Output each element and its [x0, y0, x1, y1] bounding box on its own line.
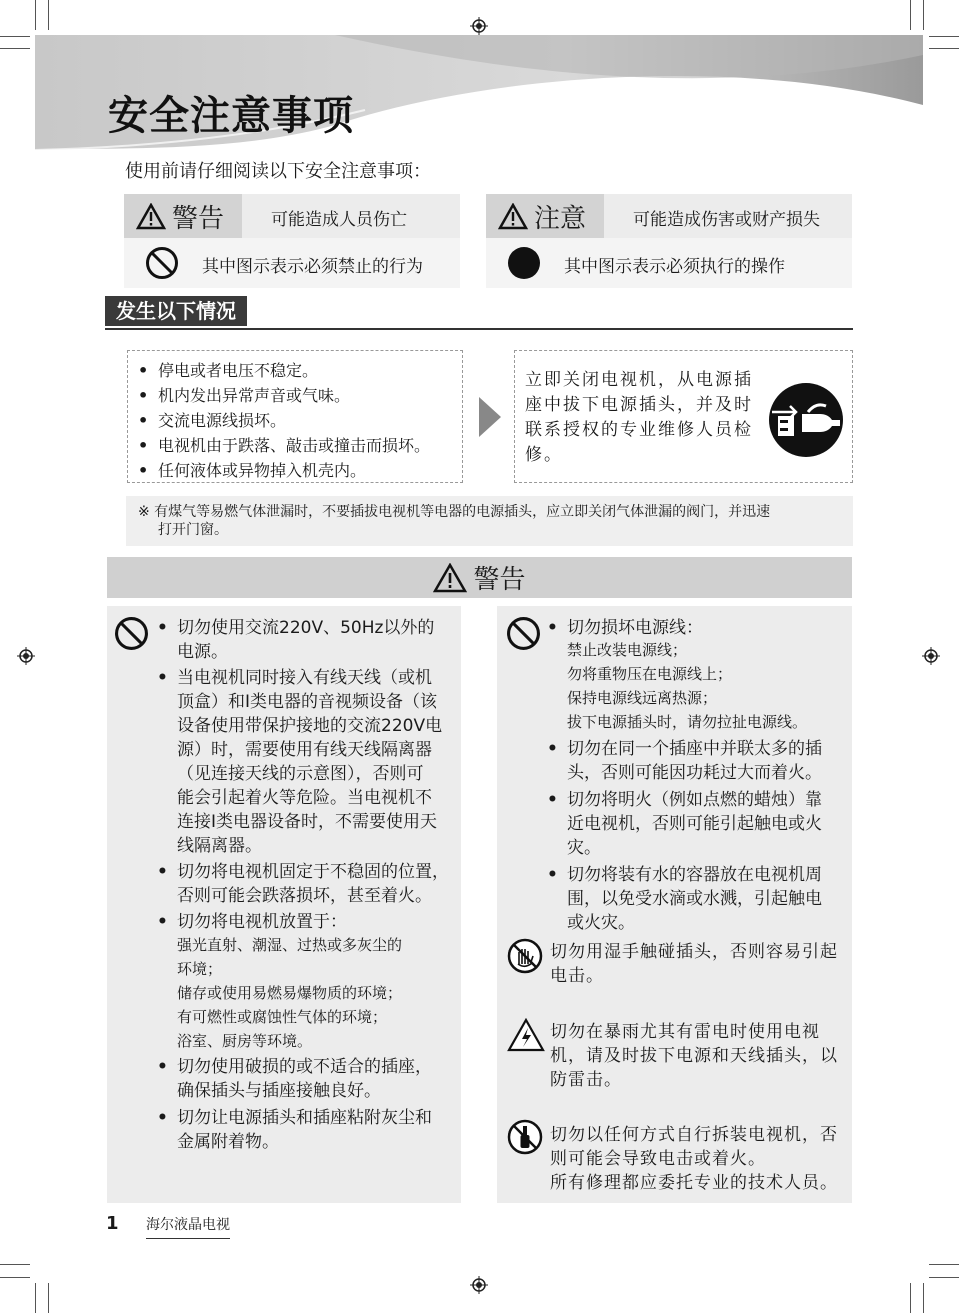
- crop-mark: [0, 1264, 30, 1265]
- list-item: • 当电视机同时接入有线天线（或机 顶盒）和Ⅰ类电器的音视频设备（该 设备使用带保护接地的交流220V电 源）时，需要使用有线天线隔离器 （见连接天线的示意图），否则可 能会引起着火等危险。当电视机不 连接Ⅰ类电器设备时，不需要使用天 线隔离器。: [157, 668, 443, 856]
- legend-caution: [486, 194, 852, 288]
- page-number: 1: [106, 1213, 119, 1234]
- crop-mark: [35, 1283, 36, 1313]
- crop-mark: [923, 1283, 924, 1313]
- warning-section-title: 警告: [473, 565, 526, 595]
- crop-mark: [35, 0, 36, 30]
- legend-warning-desc: 可能造成人员伤亡: [271, 210, 407, 230]
- warning-section-header: [107, 557, 852, 598]
- crop-mark: [0, 36, 30, 37]
- gas-note-line: ※ 有煤气等易燃气体泄漏时，不要插拔电视机等电器的电源插头，应立即关闭气体泄漏的阀门，并迅速: [138, 504, 771, 520]
- list-item: • 切勿让电源插头和插座粘附灰尘和 金属附着物。: [157, 1108, 432, 1152]
- list-item: • 交流电源线损坏。: [138, 411, 287, 430]
- wet-hands-text: 切勿用湿手触碰插头，否则容易引起 电击。: [550, 942, 838, 986]
- crop-mark: [929, 1264, 959, 1265]
- gas-note-line: 打开门窗。: [158, 522, 228, 538]
- registration-mark-icon: [470, 17, 488, 35]
- no-disassembly-icon: [507, 1119, 543, 1155]
- prohibited-icon: [114, 616, 149, 651]
- footer-label: 海尔液晶电视: [146, 1214, 230, 1239]
- list-item: • 切勿将电视机固定于不稳固的位置， 否则可能会跌落损坏，甚至着火。: [157, 862, 449, 906]
- list-item: • 切勿损坏电源线：: [547, 618, 703, 638]
- legend-caution-label: 注意: [534, 203, 587, 234]
- arrow-right-icon: [479, 397, 501, 437]
- list-subitems: 禁止改装电源线； 勿将重物压在电源线上； 保持电源线远离热源； 拔下电源插头时，请勿拉扯电源线。: [567, 641, 808, 731]
- page-title: 安全注意事项: [108, 93, 354, 139]
- legend-warning-row-text: 其中图示表示必须禁止的行为: [202, 257, 423, 277]
- legend-caution-row: [486, 238, 852, 288]
- warning-left-column: [107, 606, 461, 1203]
- legend-warning-row: [124, 238, 460, 288]
- prohibited-icon: [145, 246, 179, 280]
- list-item: • 切勿使用交流220V、50Hz以外的 电源。: [157, 618, 435, 662]
- conditions-box: [127, 350, 463, 483]
- storm-text: 切勿在暴雨尤其有雷电时使用电视 机，请及时拔下电源和天线插头，以 防雷击。: [550, 1022, 838, 1090]
- registration-mark-icon: [922, 647, 940, 665]
- crop-mark: [0, 48, 30, 49]
- legend-warning-head: [124, 194, 242, 238]
- list-item: • 切勿将明火（例如点燃的蜡烛）靠 近电视机，否则可能引起触电或火 灾。: [547, 790, 822, 858]
- list-item: • 切勿使用破损的或不适合的插座， 确保插头与插座接触良好。: [157, 1057, 432, 1101]
- legend-caution-desc: 可能造成伤害或财产损失: [633, 210, 820, 230]
- crop-mark: [910, 0, 911, 30]
- crop-mark: [0, 1277, 30, 1278]
- gas-leak-note: [126, 496, 853, 546]
- registration-mark-icon: [470, 1276, 488, 1294]
- unplug-icon: [768, 382, 844, 458]
- list-item: • 切勿将电视机放置于：: [157, 912, 347, 932]
- crop-mark: [48, 1283, 49, 1313]
- section-tag: 发生以下情况: [105, 296, 247, 326]
- legend-warning-label: 警告: [172, 203, 225, 234]
- intro-text: 使用前请仔细阅读以下安全注意事项：: [125, 161, 431, 182]
- warning-triangle-icon: [136, 203, 166, 230]
- crop-mark: [910, 1283, 911, 1313]
- list-item: • 切勿将装有水的容器放在电视机周 围，以免受水滴或水溅，引起触电 或火灾。: [547, 865, 822, 933]
- action-text: 立即关闭电视机，从电源插座中拔下电源插头，并及时联系授权的专业维修人员检修。: [525, 370, 753, 465]
- crop-mark: [48, 0, 49, 30]
- registration-mark-icon: [17, 647, 35, 665]
- list-item: • 任何液体或异物掉入机壳内。: [138, 461, 367, 480]
- crop-mark: [929, 1277, 959, 1278]
- no-wet-hands-icon: [507, 938, 543, 974]
- list-subitems: 强光直射、潮湿、过热或多灰尘的 环境； 储存或使用易燃易爆物质的环境； 有可燃性或腐蚀性气体的环境； 浴室、厨房等环境。: [177, 936, 403, 1050]
- crop-mark: [929, 48, 959, 49]
- warning-right-column: [497, 606, 852, 1203]
- warning-triangle-icon: [433, 563, 467, 593]
- crop-mark: [929, 36, 959, 37]
- list-item: • 停电或者电压不稳定。: [138, 361, 319, 380]
- section-divider: [105, 328, 853, 330]
- prohibited-icon: [506, 616, 541, 651]
- legend-caution-row-text: 其中图示表示必须执行的操作: [564, 257, 785, 277]
- legend-warning: [124, 194, 460, 288]
- disassembly-text: 切勿以任何方式自行拆装电视机，否 则可能会导致电击或着火。 所有修理都应委托专业的技术人员。: [550, 1125, 838, 1193]
- legend-caution-head: [486, 194, 604, 238]
- list-item: • 机内发出异常声音或气味。: [138, 386, 351, 405]
- mandatory-action-icon: [507, 246, 541, 280]
- caution-triangle-icon: [498, 203, 528, 230]
- crop-mark: [923, 0, 924, 30]
- list-item: • 切勿在同一个插座中并联太多的插 头，否则可能因功耗过大而着火。: [547, 739, 822, 783]
- list-item: • 电视机由于跌落、敲击或撞击而损坏。: [138, 436, 431, 455]
- lightning-warning-icon: [507, 1018, 545, 1052]
